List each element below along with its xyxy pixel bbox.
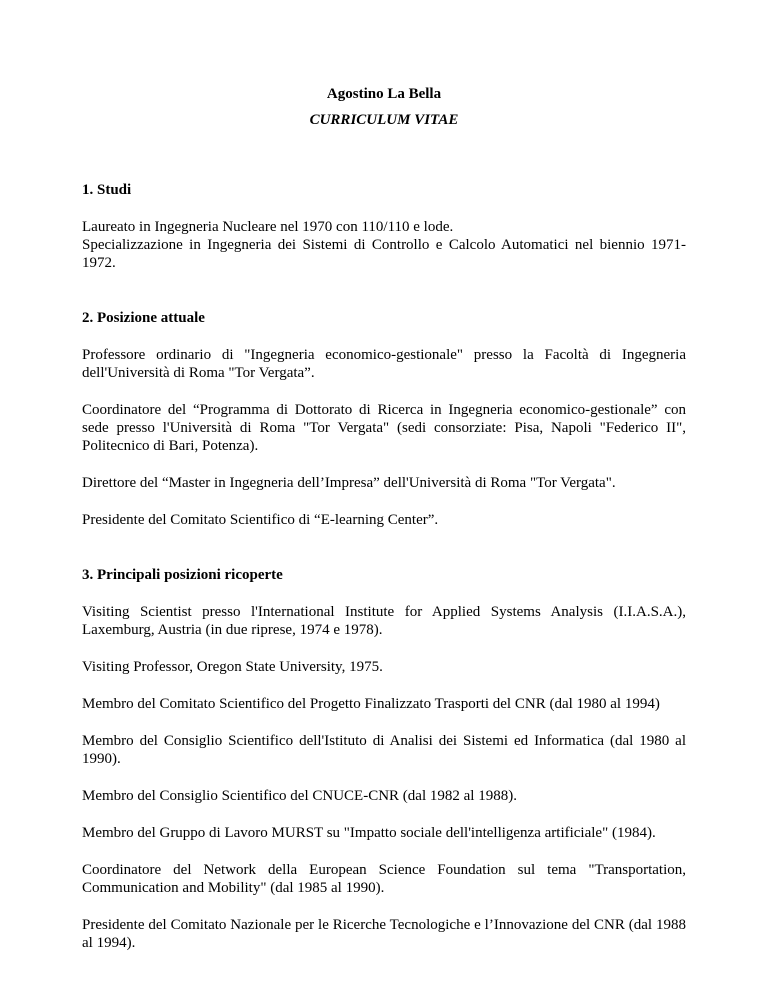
paragraph: Coordinatore del “Programma di Dottorato di Ricerca in Ingegneria economico-gestionale” con sede presso l'Università di Roma "Tor Vergata" (sedi consorziate: Pisa, Napoli "Federico II", Politecnico di Bari, Potenza). <box>82 402 686 454</box>
paragraph: Presidente del Comitato Nazionale per le Ricerche Tecnologiche e l’Innovazione del CNR (dal 1988 al 1994). <box>82 917 686 951</box>
paragraph: Membro del Consiglio Scientifico del CNUCE-CNR (dal 1982 al 1988). <box>82 788 517 804</box>
section-heading-studi: 1. Studi <box>82 182 132 198</box>
paragraph: Direttore del “Master in Ingegneria dell’Impresa” dell'Università di Roma "Tor Vergata". <box>82 475 616 491</box>
paragraph: Membro del Gruppo di Lavoro MURST su "Impatto sociale dell'intelligenza artificiale" (1984). <box>82 825 656 841</box>
paragraph: Professore ordinario di "Ingegneria economico-gestionale" presso la Facoltà di Ingegneria dell'Università di Roma "Tor Vergata”. <box>82 347 686 381</box>
paragraph: Membro del Comitato Scientifico del Progetto Finalizzato Trasporti del CNR (dal 1980 al 1994) <box>82 696 660 712</box>
paragraph: Visiting Scientist presso l'International Institute for Applied Systems Analysis (I.I.A.S.A.), Laxemburg, Austria (in due riprese, 1974 e 1978). <box>82 604 686 638</box>
paragraph: Membro del Consiglio Scientifico dell'Istituto di Analisi dei Sistemi ed Informatica (dal 1980 al 1990). <box>82 733 686 767</box>
author-name: Agostino La Bella <box>326 86 442 102</box>
paragraph: Visiting Professor, Oregon State University, 1975. <box>82 659 383 675</box>
document-title: CURRICULUM VITAE <box>309 112 459 128</box>
section-heading-posizioni-ricoperte: 3. Principali posizioni ricoperte <box>82 567 283 583</box>
document-content <box>82 85 686 952</box>
paragraph: Specializzazione in Ingegneria dei Sistemi di Controllo e Calcolo Automatici nel biennio 1971-1972. <box>82 237 686 271</box>
paragraph: Laureato in Ingegneria Nucleare nel 1970 con 110/110 e lode. <box>82 219 454 235</box>
paragraph: Coordinatore del Network della European Science Foundation sul tema "Transportation, Communication and Mobility" (dal 1985 al 1990). <box>82 862 686 896</box>
section-heading-posizione-attuale: 2. Posizione attuale <box>82 310 205 326</box>
paragraph: Presidente del Comitato Scientifico di “E-learning Center”. <box>82 512 439 528</box>
